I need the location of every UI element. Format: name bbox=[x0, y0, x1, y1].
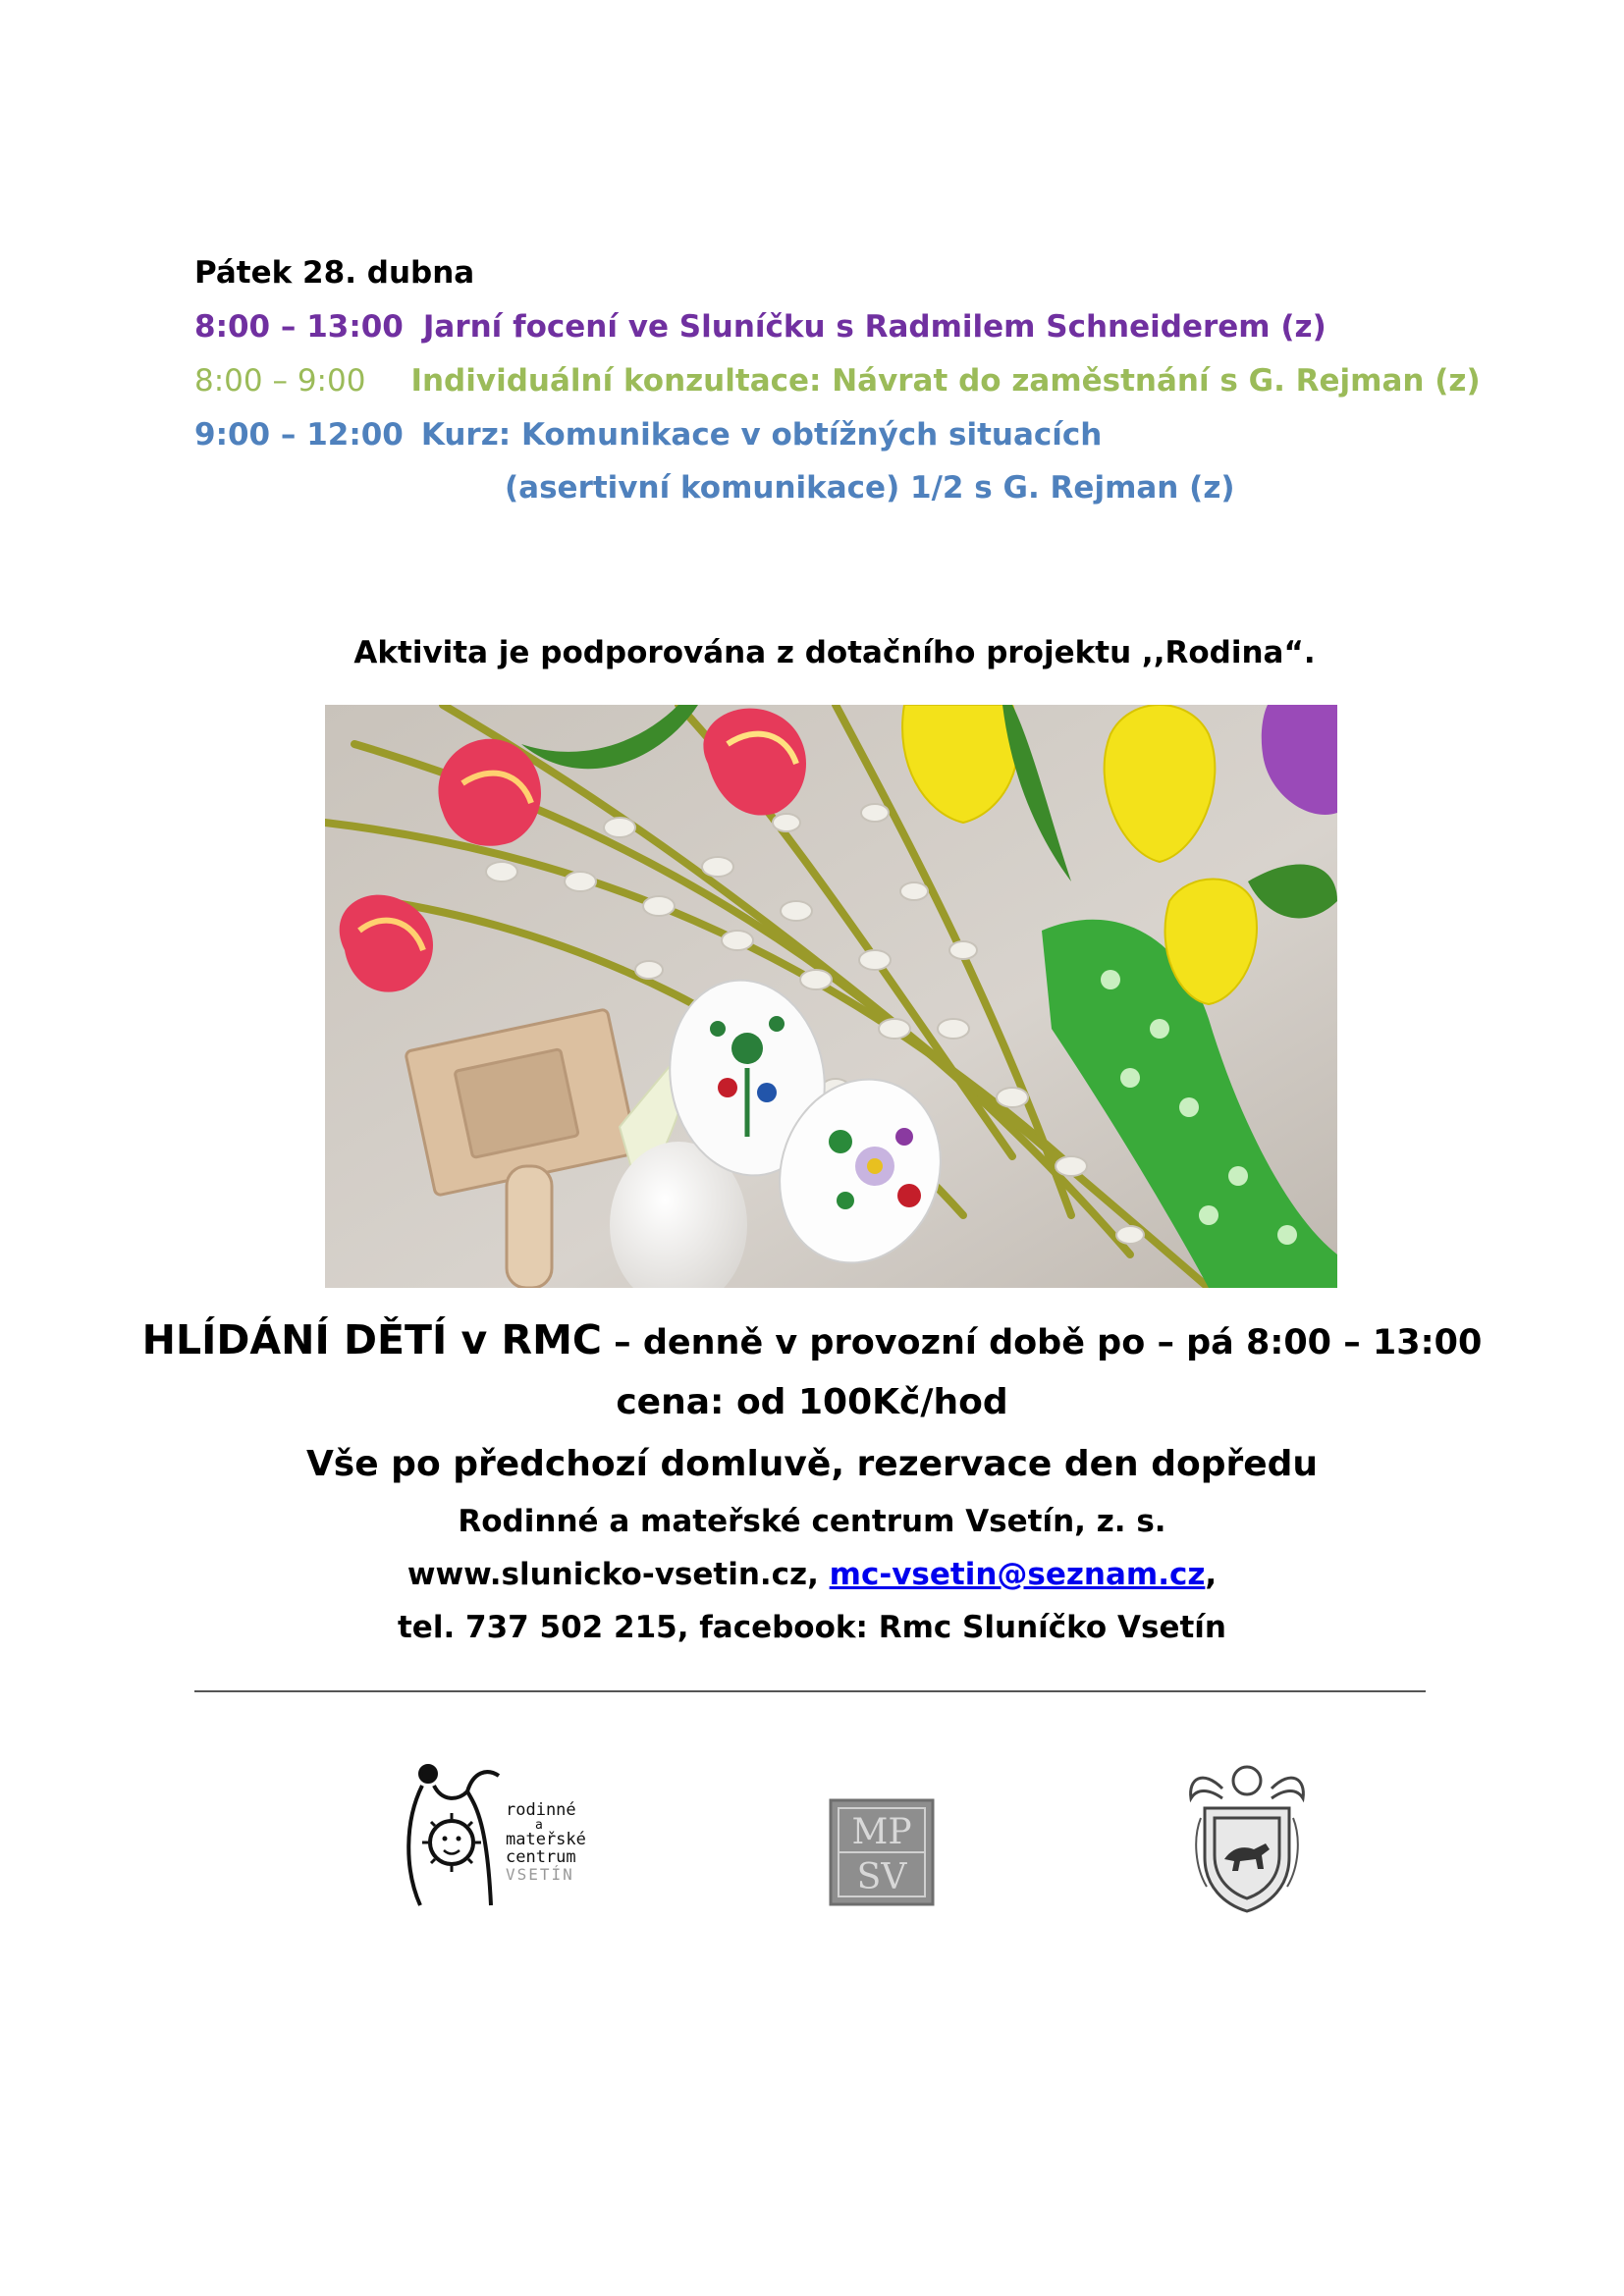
rmc-logo-word4: centrum bbox=[506, 1847, 576, 1867]
schedule-time: 8:00 – 13:00 bbox=[194, 309, 404, 345]
rmc-logo-word3: mateřské bbox=[506, 1830, 586, 1849]
website-text: www.slunicko-vsetin.cz, bbox=[406, 1557, 830, 1592]
day-heading: Pátek 28. dubna bbox=[194, 255, 475, 291]
schedule-item-course-continued: (asertivní komunikace) 1/2 s G. Rejman (z) bbox=[505, 470, 1235, 506]
org-name: Rodinné a mateřské centrum Vsetín, z. s. bbox=[458, 1504, 1166, 1539]
schedule-text: Individuální konzultace: Návrat do zaměstnání s G. Rejman (z) bbox=[410, 363, 1481, 399]
mpsv-logo-bottom: SV bbox=[856, 1857, 907, 1897]
email-link[interactable]: mc-vsetin@seznam.cz bbox=[829, 1557, 1206, 1592]
rmc-logo-word2: a bbox=[535, 1818, 543, 1833]
rmc-logo-word5: VSETÍN bbox=[506, 1865, 574, 1884]
schedule-time: 8:00 – 9:00 bbox=[194, 363, 366, 399]
schedule-item-photo bbox=[194, 307, 1326, 347]
contact-phone-line: tel. 737 502 215, facebook: Rmc Sluníčko Vsetín bbox=[397, 1610, 1226, 1645]
babysitting-hours: – denně v provozní době po – pá 8:00 – 13:00 bbox=[601, 1323, 1483, 1362]
vsetin-coat-of-arms bbox=[1183, 1759, 1311, 1916]
babysitting-price: cena: od 100Kč/hod bbox=[616, 1382, 1008, 1422]
babysitting-line bbox=[0, 1313, 1624, 1369]
mpsv-logo-top: MP bbox=[851, 1812, 912, 1852]
schedule-item-course bbox=[194, 415, 1102, 454]
rmc-logo-word1: rodinné bbox=[506, 1800, 576, 1820]
divider-line bbox=[194, 1690, 1426, 1692]
babysitting-title: HLÍDÁNÍ DĚTÍ v RMC bbox=[141, 1316, 602, 1363]
schedule-text: Kurz: Komunikace v obtížných situacích bbox=[420, 417, 1103, 453]
babysitting-booking: Vše po předchozí domluvě, rezervace den dopředu bbox=[305, 1444, 1319, 1484]
schedule-text: Jarní focení ve Sluníčku s Radmilem Schneiderem (z) bbox=[422, 309, 1326, 345]
schedule-item-consultation bbox=[194, 361, 1481, 400]
contact-web-line bbox=[0, 1555, 1624, 1594]
mpsv-logo bbox=[829, 1798, 935, 1906]
rmc-vsetin-logo bbox=[403, 1762, 619, 1909]
email-comma: , bbox=[1205, 1557, 1218, 1592]
support-note: Aktivita je podporována z dotačního projektu ,,Rodina“. bbox=[353, 635, 1316, 670]
easter-photo bbox=[325, 705, 1337, 1288]
schedule-time: 9:00 – 12:00 bbox=[194, 417, 404, 453]
